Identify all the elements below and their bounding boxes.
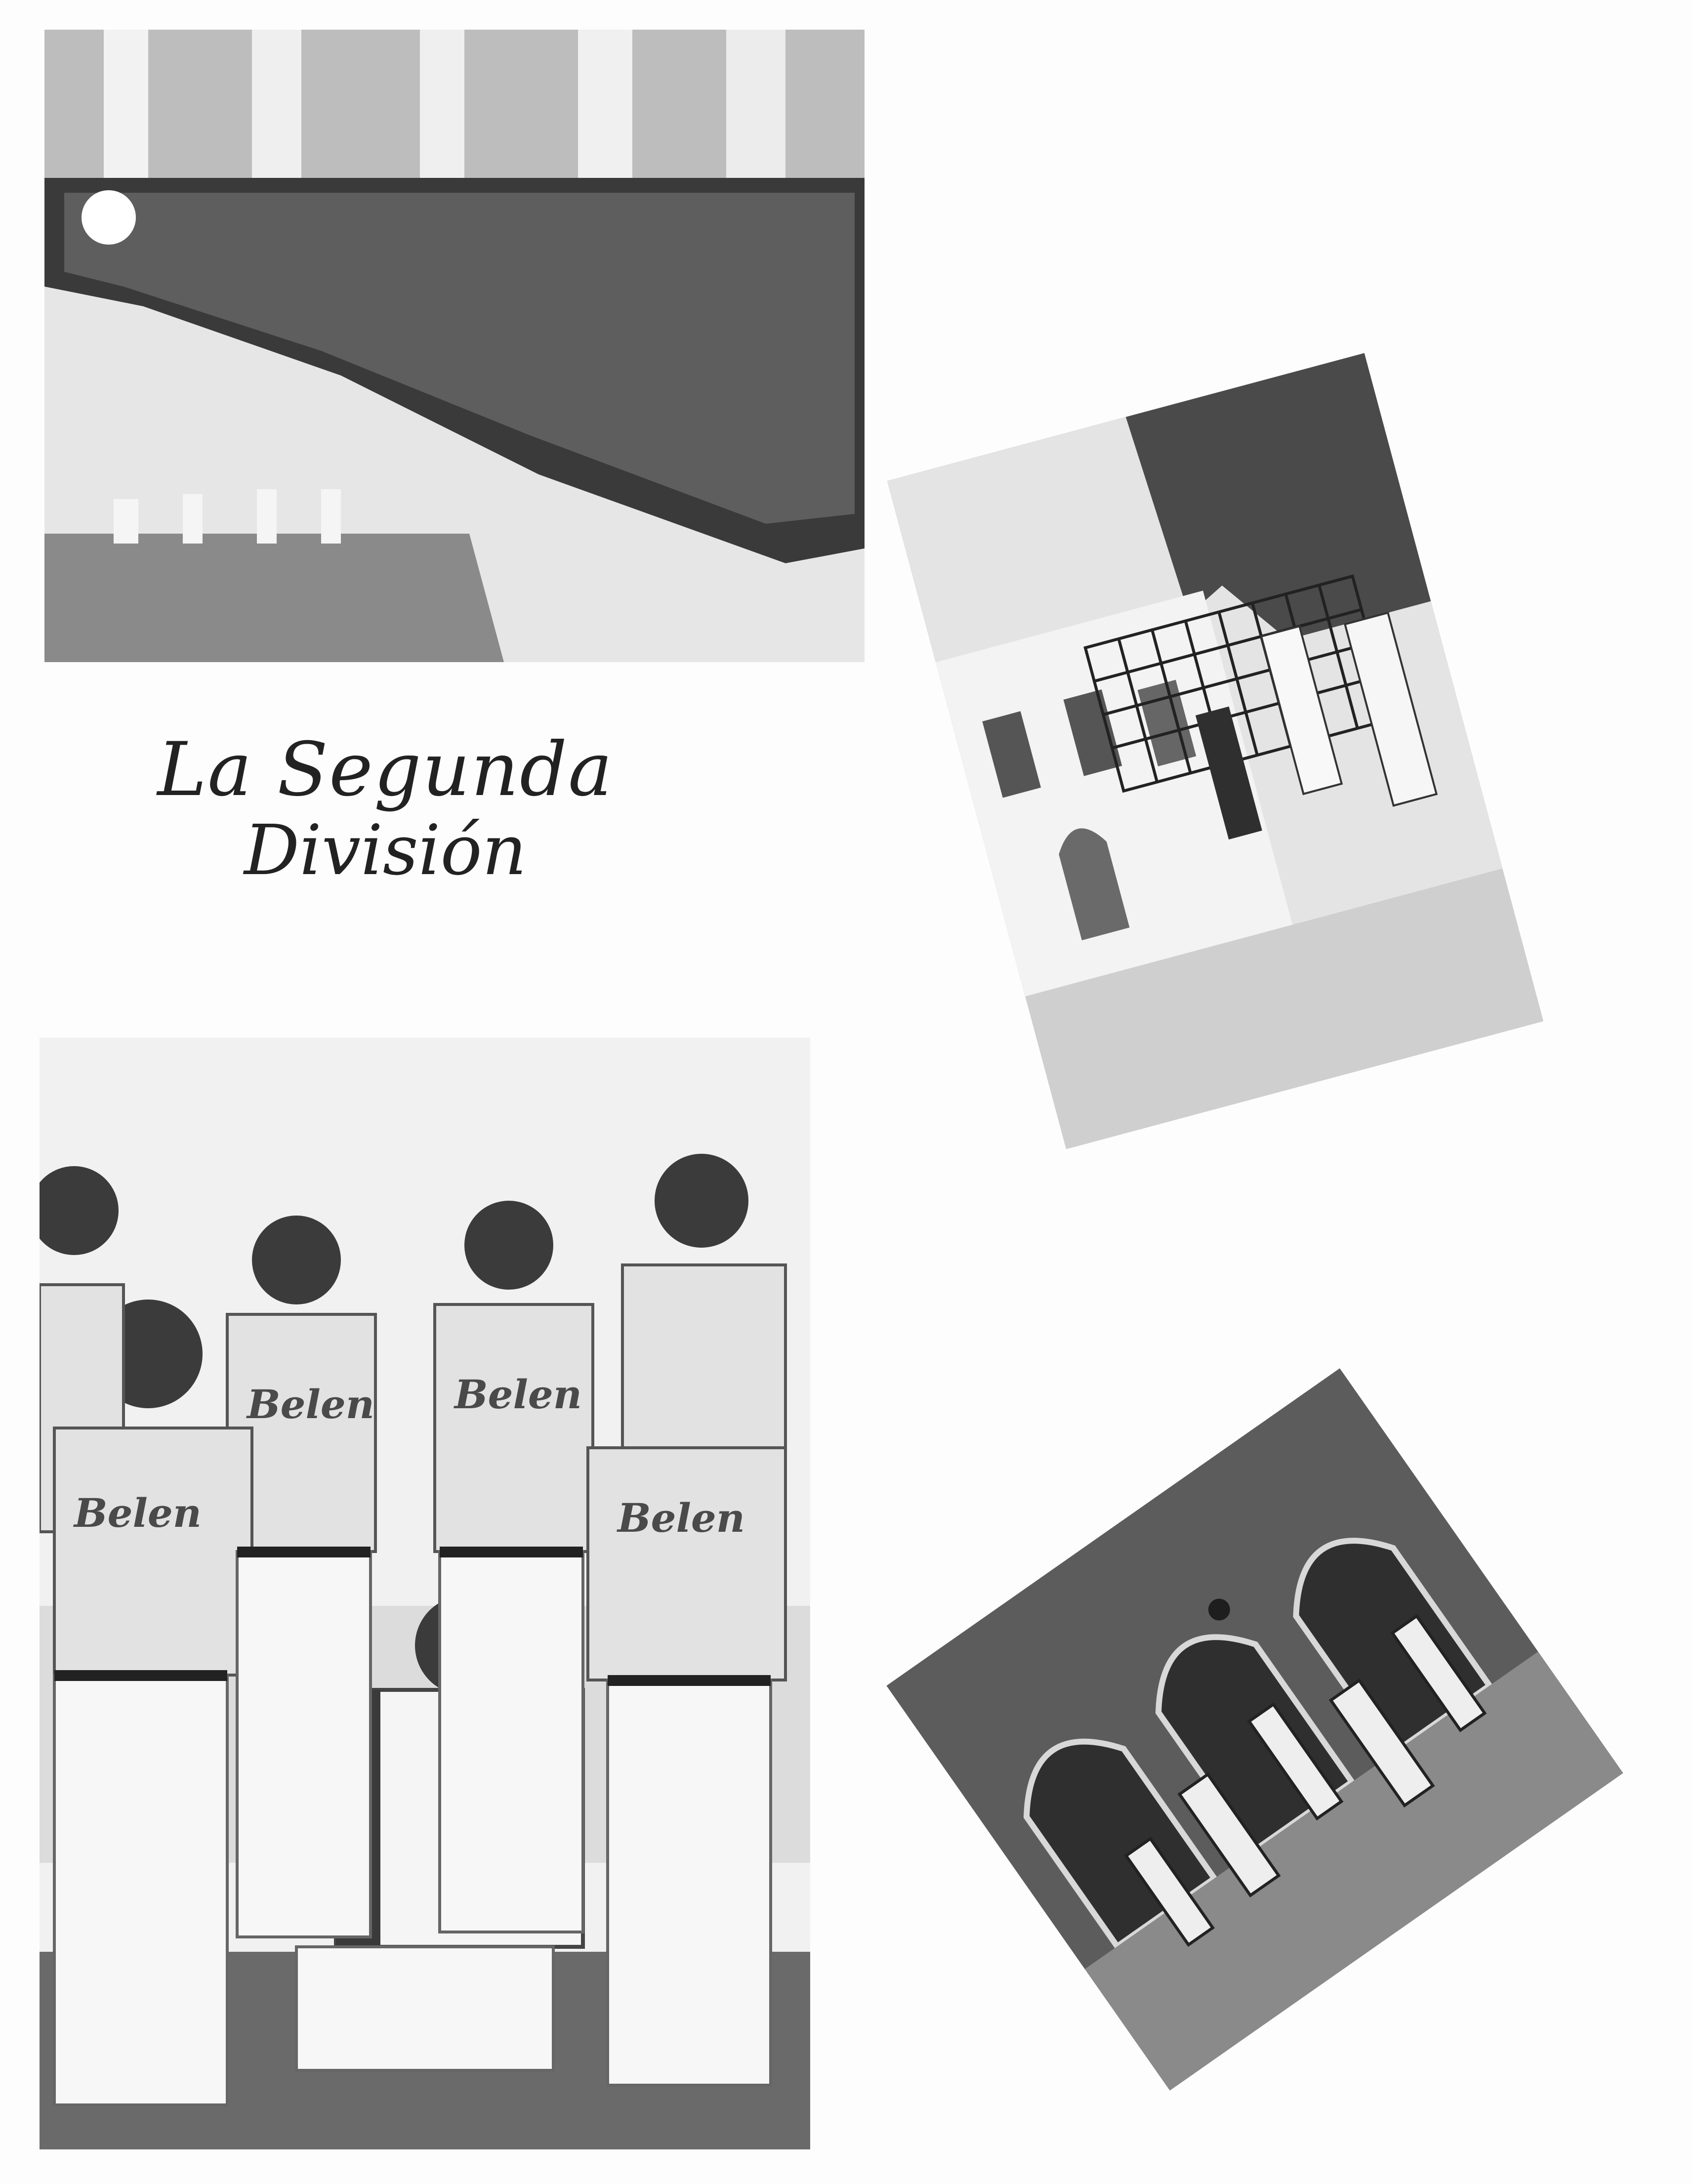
basketball-photo-frame — [886, 1368, 1623, 2091]
page-title-line2: División — [244, 810, 527, 891]
jersey-text-1: Belen — [74, 1490, 202, 1536]
jersey-text-3: Belen — [454, 1371, 582, 1418]
audience-photo — [44, 30, 865, 662]
basketball-image — [886, 1368, 1623, 2091]
volleyball-image — [887, 353, 1543, 1149]
page-title — [114, 727, 657, 891]
volleyball-photo-frame — [887, 353, 1543, 1149]
team-image — [40, 1038, 810, 2149]
jersey-text-2: Belen — [247, 1381, 374, 1428]
page-title-line1: La Segunda — [157, 727, 614, 813]
basketball-photo — [886, 1368, 1623, 2091]
team-photo — [40, 1038, 810, 2149]
jersey-text-4: Belen — [618, 1495, 745, 1541]
volleyball-photo — [887, 353, 1543, 1149]
audience-image — [44, 30, 865, 662]
